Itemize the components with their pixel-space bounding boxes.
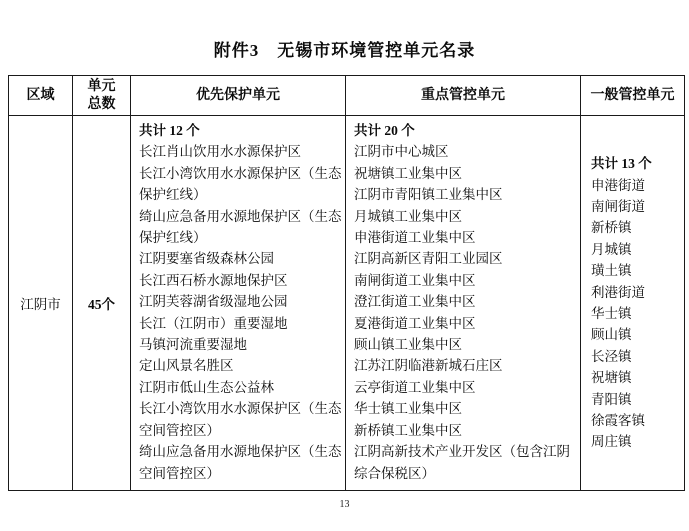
unit-item: 夏港街道工业集中区 bbox=[354, 315, 476, 331]
header-key-control-units: 重点管控单元 bbox=[346, 76, 581, 116]
unit-item: 华士镇工业集中区 bbox=[354, 401, 462, 417]
priority-units-summary: 共计 12 个 bbox=[139, 123, 200, 138]
key-control-units-list bbox=[354, 141, 578, 484]
table-row bbox=[9, 116, 685, 491]
unit-item: 绮山应急备用水源地保护区（生态空间管控区） bbox=[139, 444, 342, 481]
total-units-cell: 45个 bbox=[73, 116, 131, 491]
unit-item: 绮山应急备用水源地保护区（生态保护红线） bbox=[139, 208, 342, 246]
unit-item: 南闸街道工业集中区 bbox=[354, 272, 476, 288]
unit-item: 祝塘镇工业集中区 bbox=[354, 165, 462, 181]
unit-item: 江阴要塞省级森林公园 bbox=[139, 251, 274, 267]
unit-item: 马镇河流重要湿地 bbox=[139, 337, 247, 353]
unit-item: 云亭街道工业集中区 bbox=[354, 379, 476, 395]
unit-item: 月城镇 bbox=[591, 241, 632, 257]
page-title: 附件3 无锡市环境管控单元名录 bbox=[213, 41, 476, 60]
general-control-units-summary: 共计 13 个 bbox=[591, 156, 652, 172]
unit-item: 江阴高新技术产业开发区（包含江阴综合保税区） bbox=[354, 444, 570, 481]
unit-item: 顾山镇 bbox=[591, 327, 632, 343]
unit-item: 长江（江阴市）重要湿地 bbox=[139, 315, 288, 331]
priority-units-list bbox=[139, 141, 343, 484]
key-control-units-summary: 共计 20 个 bbox=[354, 123, 415, 138]
unit-item: 江阴市中心城区 bbox=[354, 144, 449, 160]
key-control-units-cell bbox=[346, 116, 581, 491]
table-header-row bbox=[9, 76, 685, 116]
unit-item: 定山风景名胜区 bbox=[139, 358, 234, 374]
unit-item: 申港街道 bbox=[591, 177, 645, 193]
header-general-control-units: 一般管控单元 bbox=[581, 76, 685, 116]
header-region: 区域 bbox=[9, 76, 73, 116]
unit-item: 璜土镇 bbox=[591, 263, 632, 279]
region-cell: 江阴市 bbox=[9, 116, 73, 491]
unit-item: 顾山镇工业集中区 bbox=[354, 337, 462, 353]
unit-item: 华士镇 bbox=[591, 306, 632, 321]
unit-item: 周庄镇 bbox=[591, 434, 632, 450]
unit-item: 江阴高新区青阳工业园区 bbox=[354, 251, 503, 267]
unit-item: 长江小湾饮用水水源保护区（生态空间管控区） bbox=[139, 401, 342, 438]
general-control-units-cell bbox=[581, 116, 685, 491]
priority-units-cell bbox=[131, 116, 346, 491]
unit-item: 长泾镇 bbox=[591, 348, 632, 364]
unit-item: 长江小湾饮用水水源保护区（生态保护红线） bbox=[139, 165, 342, 203]
header-total-units: 单元总数 bbox=[73, 76, 131, 116]
unit-item: 长江西石桥水源地保护区 bbox=[139, 272, 288, 288]
unit-item: 长江肖山饮用水水源保护区 bbox=[139, 144, 301, 160]
unit-item: 江苏江阴临港新城石庄区 bbox=[354, 358, 503, 374]
unit-item: 徐霞客镇 bbox=[591, 413, 645, 429]
unit-item: 澄江街道工业集中区 bbox=[354, 294, 476, 310]
unit-item: 江阴市低山生态公益林 bbox=[139, 379, 274, 395]
unit-item: 青阳镇 bbox=[591, 391, 632, 407]
control-units-table bbox=[8, 75, 685, 491]
unit-item: 新桥镇 bbox=[591, 220, 632, 236]
unit-item: 南闸街道 bbox=[591, 198, 645, 214]
unit-item: 新桥镇工业集中区 bbox=[354, 422, 462, 438]
unit-item: 江阴芙蓉湖省级湿地公园 bbox=[139, 294, 288, 310]
page-number: 13 bbox=[339, 499, 350, 510]
header-priority-units: 优先保护单元 bbox=[131, 76, 346, 116]
unit-item: 江阴市青阳镇工业集中区 bbox=[354, 187, 503, 203]
unit-item: 申港街道工业集中区 bbox=[354, 230, 476, 246]
unit-item: 月城镇工业集中区 bbox=[354, 208, 462, 224]
unit-item: 祝塘镇 bbox=[591, 370, 632, 386]
general-control-units-list bbox=[591, 175, 682, 453]
unit-item: 利港街道 bbox=[591, 284, 645, 300]
